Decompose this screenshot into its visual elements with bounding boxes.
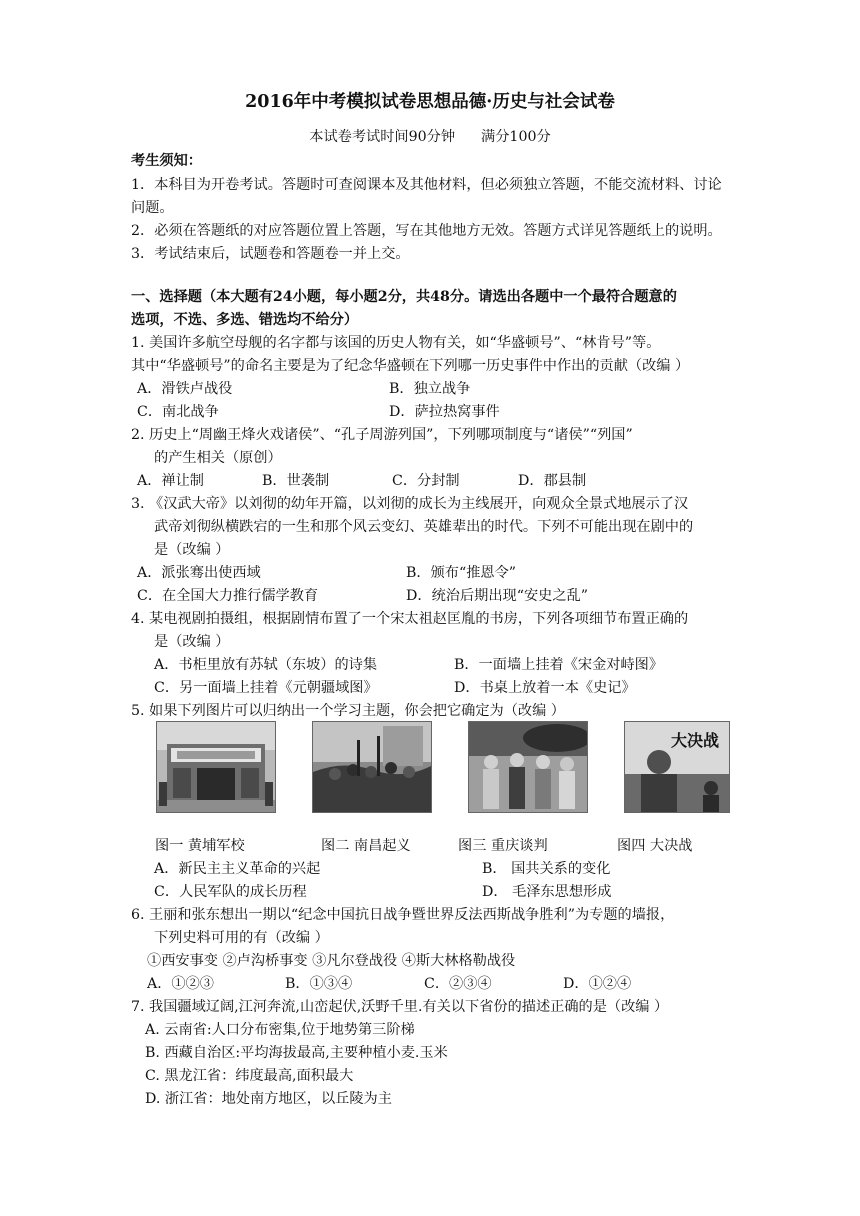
section-heading: 一、选择题（本大题有24小题，每小题2分，共48分。请选出各题中一个最符合题意的: [131, 289, 677, 305]
q3-option-b: B．颁布“推恩令”: [406, 565, 517, 581]
q3-option-d: D．统治后期出现“安史之乱”: [406, 588, 588, 604]
q7-option-c: C. 黑龙江省：纬度最高,面积最大: [145, 1068, 354, 1084]
exam-time: 本试卷考试时间90分钟: [309, 129, 456, 145]
decisive-battle-poster: [625, 722, 729, 812]
nanchang-uprising-image: [313, 722, 431, 812]
caption-1: 图一 黄埔军校: [155, 838, 245, 854]
q2-option-b: B．世袭制: [262, 473, 330, 489]
q1-stem: 1. 美国许多航空母舰的名字都与该国的历史人物有关，如“华盛顿号”、“林肯号”等。: [131, 335, 661, 351]
q6-option-a: A．①②③: [147, 976, 214, 992]
photo-decisive-battle: [624, 721, 730, 813]
q7-option-a: A. 云南省:人口分布密集,位于地势第三阶梯: [145, 1022, 415, 1038]
section-heading-cont: 选项，不选、多选、错选均不给分）: [131, 312, 359, 328]
caption-3: 图三 重庆谈判: [458, 838, 548, 854]
q7-option-d: D. 浙江省：地处南方地区，以丘陵为主: [145, 1091, 392, 1107]
q2-option-c: C．分封制: [392, 473, 460, 489]
q3-option-c: C．在全国大力推行儒学教育: [137, 588, 319, 604]
whampoa-gate-image: [157, 722, 275, 812]
q3-stem: 3. 《汉武大帝》以刘彻的幼年开篇，以刘彻的成长为主线展开，向观众全景式地展示了汉: [131, 496, 689, 512]
q2-stem-cont: 的产生相关（原创）: [154, 450, 282, 466]
q2-option-a: A．禅让制: [137, 473, 204, 489]
q4-option-b: B．一面墙上挂着《宋金对峙图》: [454, 657, 664, 673]
q1-option-c: C．南北战争: [137, 404, 219, 420]
q4-option-d: D．书桌上放着一本《史记》: [454, 680, 636, 696]
q6-items: ①西安事变 ②卢沟桥事变 ③凡尔登战役 ④斯大林格勒战役: [147, 953, 516, 969]
q1-option-a: A．滑铁卢战役: [137, 381, 233, 397]
q4-stem-cont: 是（改编 ）: [154, 634, 230, 650]
q6-stem: 6. 王丽和张东想出一期以“纪念中国抗日战争暨世界反法西斯战争胜利”为专题的墙报，: [131, 907, 675, 923]
q3-stem-cont-1: 武帝刘彻纵横跌宕的一生和那个风云变幻、英雄辈出的时代。下列不可能出现在剧中的: [154, 519, 694, 535]
q6-option-b: B．①③④: [285, 976, 353, 992]
q1-stem-cont: 其中“华盛顿号”的命名主要是为了纪念华盛顿在下列哪一历史事件中作出的贡献（改编 ）: [131, 358, 690, 374]
q1-option-b: B．独立战争: [389, 381, 471, 397]
q2-stem: 2. 历史上“周幽王烽火戏诸侯”、“孔子周游列国”，下列哪项制度与“诸侯”“列国”: [131, 427, 633, 443]
q7-stem: 7. 我国疆域辽阔,江河奔流,山峦起伏,沃野千里.有关以下省份的描述正确的是（改编 ）: [131, 999, 669, 1015]
chongqing-talks-image: [469, 722, 587, 812]
exam-score: 满分100分: [481, 129, 551, 145]
photo-whampoa-academy: [156, 721, 276, 813]
page-title: 2016年中考模拟试卷思想品德·历史与社会试卷: [245, 92, 615, 112]
q5-option-b: B． 国共关系的变化: [482, 861, 611, 877]
q5-stem: 5. 如果下列图片可以归纳出一个学习主题，你会把它确定为（改编 ）: [131, 703, 565, 719]
caption-2: 图二 南昌起义: [321, 838, 411, 854]
caption-4: 图四 大决战: [617, 838, 693, 854]
q1-option-d: D．萨拉热窝事件: [389, 404, 500, 420]
q6-stem-cont: 下列史料可用的有（改编 ）: [154, 930, 329, 946]
q3-option-a: A．派张骞出使西域: [137, 565, 261, 581]
q4-option-a: A．书柜里放有苏轼（东坡）的诗集: [154, 657, 378, 673]
q6-option-d: D．①②④: [563, 976, 632, 992]
q7-option-b: B. 西藏自治区:平均海拔最高,主要种植小麦.玉米: [145, 1045, 448, 1061]
q4-stem: 4. 某电视剧拍摄组，根据剧情布置了一个宋太祖赵匡胤的书房，下列各项细节布置正确的: [131, 611, 689, 627]
notice-item-2: 2．必须在答题纸的对应答题位置上答题，写在其他地方无效。答题方式详见答题纸上的说明。: [131, 223, 722, 239]
q6-option-c: C．②③④: [424, 976, 492, 992]
notice-item-1-cont: 问题。: [131, 200, 174, 216]
notice-item-3: 3．考试结束后，试题卷和答题卷一并上交。: [131, 246, 410, 262]
photo-chongqing-talks: [468, 721, 588, 813]
notice-heading: 考生须知：: [131, 153, 202, 169]
poster-title: 大决战: [670, 731, 720, 750]
q4-option-c: C．另一面墙上挂着《元朝疆域图》: [154, 680, 378, 696]
q3-stem-cont-2: 是（改编 ）: [154, 542, 230, 558]
photo-nanchang-uprising: [312, 721, 432, 813]
q5-option-d: D． 毛泽东思想形成: [482, 884, 612, 900]
q5-option-a: A．新民主主义革命的兴起: [154, 861, 321, 877]
exam-info: [0, 126, 860, 148]
notice-item-1: 1．本科目为开卷考试。答题时可查阅课本及其他材料，但必须独立答题，不能交流材料、讨论: [131, 177, 722, 193]
q2-option-d: D．郡县制: [518, 473, 587, 489]
q5-option-c: C．人民军队的成长历程: [154, 884, 307, 900]
